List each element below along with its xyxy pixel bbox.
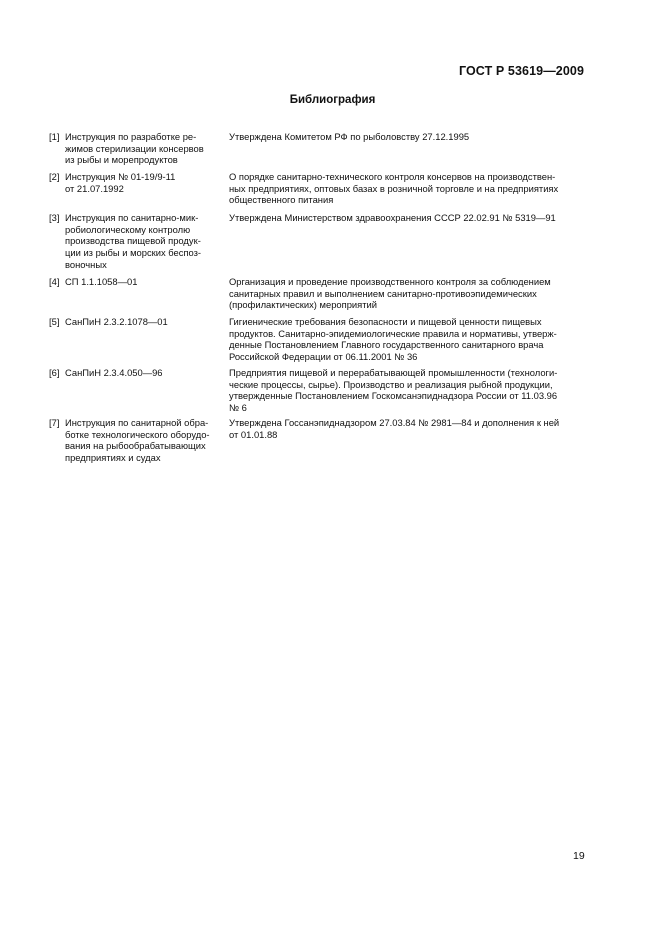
description-line: продуктов. Санитарно-эпидемиологические правила и нормативы, утверж-: [229, 327, 557, 339]
description-line: Утверждена Комитетом РФ по рыболовству 27.12.1995: [229, 131, 470, 142]
description-line: санитарных правил и выполнением санитарно-противоэпидемических: [229, 287, 537, 299]
entry-description: [229, 276, 585, 311]
description-line: (профилактических) мероприятий: [229, 299, 377, 311]
entry-description: [229, 316, 585, 363]
entry-number: [1]: [49, 131, 60, 142]
entry-description: [229, 171, 585, 206]
entry-reference: [65, 212, 212, 271]
reference-line: Инструкция № 01-19/9-11: [65, 171, 176, 182]
description-line: Утверждена Госсанэпиднадзором 27.03.84 № 2981—84 и дополнения к ней: [229, 417, 560, 428]
entry-reference: [65, 316, 212, 328]
entry-number: [4]: [49, 276, 60, 287]
entry-number: [7]: [49, 417, 60, 428]
entry-number: [2]: [49, 171, 60, 182]
reference-line: СанПиН 2.3.4.050—96: [65, 367, 163, 378]
reference-line: ции из рыбы и морских беспоз-: [65, 247, 202, 259]
description-line: от 01.01.88: [229, 428, 278, 440]
standard-code: ГОСТ Р 53619—2009: [458, 64, 584, 78]
description-line: общественного питания: [229, 194, 334, 206]
description-line: ных предприятиях, оптовых базах в розничной торговле и на предприятиях: [229, 182, 559, 194]
entry-number: [6]: [49, 367, 60, 378]
description-line: № 6: [229, 402, 247, 414]
entry-description: [229, 417, 585, 440]
entry-number: [5]: [49, 316, 60, 327]
description-line: Утверждена Министерством здравоохранения СССР 22.02.91 № 5319—91: [229, 212, 556, 223]
description-line: ческие процессы, сырье). Производство и реализация рыбной продукции,: [229, 378, 553, 390]
reference-line: СанПиН 2.3.2.1078—01: [65, 316, 168, 327]
reference-line: СП 1.1.1058—01: [65, 276, 138, 287]
reference-line: от 21.07.1992: [65, 182, 124, 194]
page-number: 19: [573, 850, 585, 862]
reference-line: Инструкция по разработке ре-: [65, 131, 197, 142]
reference-line: Инструкция по санитарно-мик-: [65, 212, 199, 223]
entry-reference: [65, 417, 212, 464]
reference-line: предприятиях и судах: [65, 452, 161, 464]
reference-line: ботке технологического оборудо-: [65, 428, 210, 440]
reference-line: воночных: [65, 258, 107, 270]
description-line: Гигиенические требования безопасности и пищевой ценности пищевых: [229, 316, 542, 327]
entry-reference: [65, 171, 212, 194]
reference-line: робиологическому контролю: [65, 223, 191, 235]
description-line: Российской Федерации от 06.11.2001 № 36: [229, 351, 418, 363]
entry-description: [229, 212, 585, 224]
reference-line: Инструкция по санитарной обра-: [65, 417, 209, 428]
reference-line: производства пищевой продук-: [65, 235, 201, 247]
description-line: О порядке санитарно-технического контроля консервов на производствен-: [229, 171, 556, 182]
entry-reference: [65, 367, 212, 379]
description-line: утвержденные Постановлением Госкомсанэпиднадзора России от 11.03.96: [229, 390, 558, 402]
reference-line: жимов стерилизации консервов: [65, 142, 204, 154]
entry-description: [229, 131, 585, 143]
entry-description: [229, 367, 585, 414]
entry-reference: [65, 276, 212, 288]
entry-number: [3]: [49, 212, 60, 223]
description-line: Предприятия пищевой и перерабатывающей промышленности (технологи-: [229, 367, 558, 378]
reference-line: вания на рыбообрабатывающих: [65, 440, 206, 452]
page-title: Библиография: [289, 94, 376, 106]
description-line: Организация и проведение производственного контроля за соблюдением: [229, 276, 551, 287]
description-line: денные Постановлением Главного государственного санитарного врача: [229, 339, 544, 351]
entry-reference: [65, 131, 212, 166]
reference-line: из рыбы и морепродуктов: [65, 154, 178, 166]
